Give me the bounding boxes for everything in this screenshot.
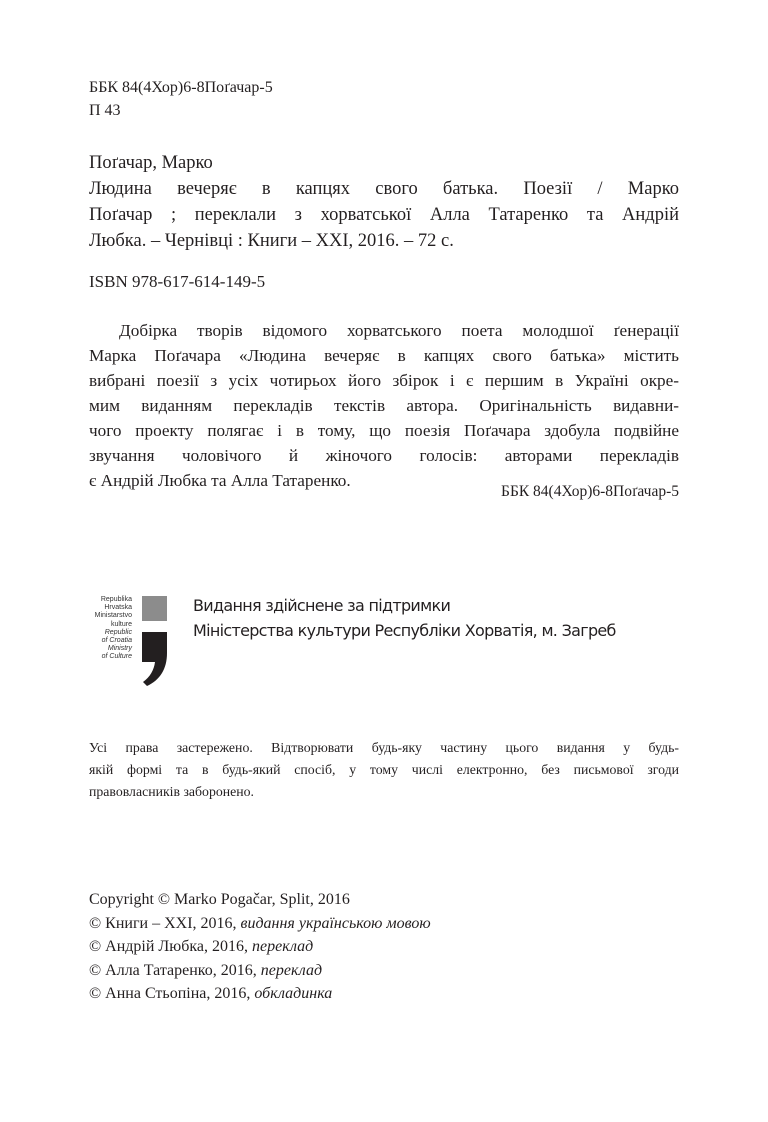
abstract-line: вибрані поезії з усіх чотирьох його збірок і є першим в Україні окре- <box>89 371 679 390</box>
rights-line: якій формі та в будь-який спосіб, у тому числі електронно, без письмової згоди <box>89 762 679 777</box>
author-sign: П 43 <box>89 102 121 119</box>
rights-line: правовласників заборонено. <box>89 784 254 799</box>
logo-text-line: of Culture <box>101 653 132 661</box>
abstract-line: звучання чоловічого й жіночого голосів: авторами перекладів <box>89 446 679 465</box>
logo-text-line: Ministarstvo <box>94 612 132 620</box>
abstract-line: Добірка творів відомого хорватського поета молодшої ґенерації <box>119 321 679 340</box>
entry-author: Поґачар, Марко <box>89 153 213 173</box>
bbk-code: ББК 84(4Хор)6-8Поґачар-5 <box>89 79 273 96</box>
logo-square <box>142 596 167 621</box>
support-line: Міністерства культури Республіки Хорватія, м. Загреб <box>193 621 616 640</box>
ministry-logo-text <box>86 596 132 662</box>
bibliographic-entry <box>89 150 679 254</box>
abstract-bbk-code: ББК 84(4Хор)6-8Поґачар-5 <box>501 483 679 500</box>
entry-line: Любка. – Чернівці : Книги – ХХІ, 2016. – 72 с. <box>89 231 454 251</box>
logo-text-line: Republika <box>100 596 132 603</box>
logo-text-line: Hrvatska <box>104 604 132 612</box>
logo-comma <box>142 632 167 686</box>
entry-line: Поґачар ; переклали з хорватської Алла Татаренко та Андрій <box>89 205 679 225</box>
copyright-line: Copyright © Marko Pogačar, Split, 2016 <box>89 891 350 908</box>
logo-text-line: Republic <box>104 628 132 636</box>
abstract-line: мим виданням перекладів текстів автора. Оригінальність видавни- <box>89 396 679 415</box>
abstract-line: Марка Поґачара «Людина вечеряє в капцях свого батька» містить <box>89 346 679 365</box>
logo-text-line: of Croatia <box>101 637 132 645</box>
abstract <box>89 318 679 493</box>
entry-line: Людина вечеряє в капцях свого батька. Поезії / Марко <box>89 179 679 199</box>
abstract-line: чого проекту полягає і в тому, що поезія Поґачара здобула подвійне <box>89 421 679 440</box>
copyright-line: © Анна Стьопіна, 2016, обкладинка <box>89 985 333 1002</box>
classification-header <box>89 76 273 122</box>
copyright-block <box>89 888 431 1006</box>
rights-line: Усі права застережено. Відтворювати будь-яку частину цього видання у будь- <box>89 740 679 755</box>
support-line: Видання здійснене за підтримки <box>193 596 451 615</box>
isbn: ISBN 978-617-614-149-5 <box>89 272 266 291</box>
logo-text-line: kulture <box>110 620 132 628</box>
support-note <box>193 593 616 643</box>
copyright-line: © Книги – ХХІ, 2016, видання українською мовою <box>89 914 431 932</box>
ministry-logo-mark <box>138 593 172 689</box>
copyright-line: © Алла Татаренко, 2016, переклад <box>89 961 323 979</box>
rights-notice <box>89 737 679 803</box>
abstract-line: є Андрій Любка та Алла Татаренко. <box>89 471 351 490</box>
logo-text-line: Ministry <box>107 645 132 653</box>
copyright-line: © Андрій Любка, 2016, переклад <box>89 938 314 955</box>
